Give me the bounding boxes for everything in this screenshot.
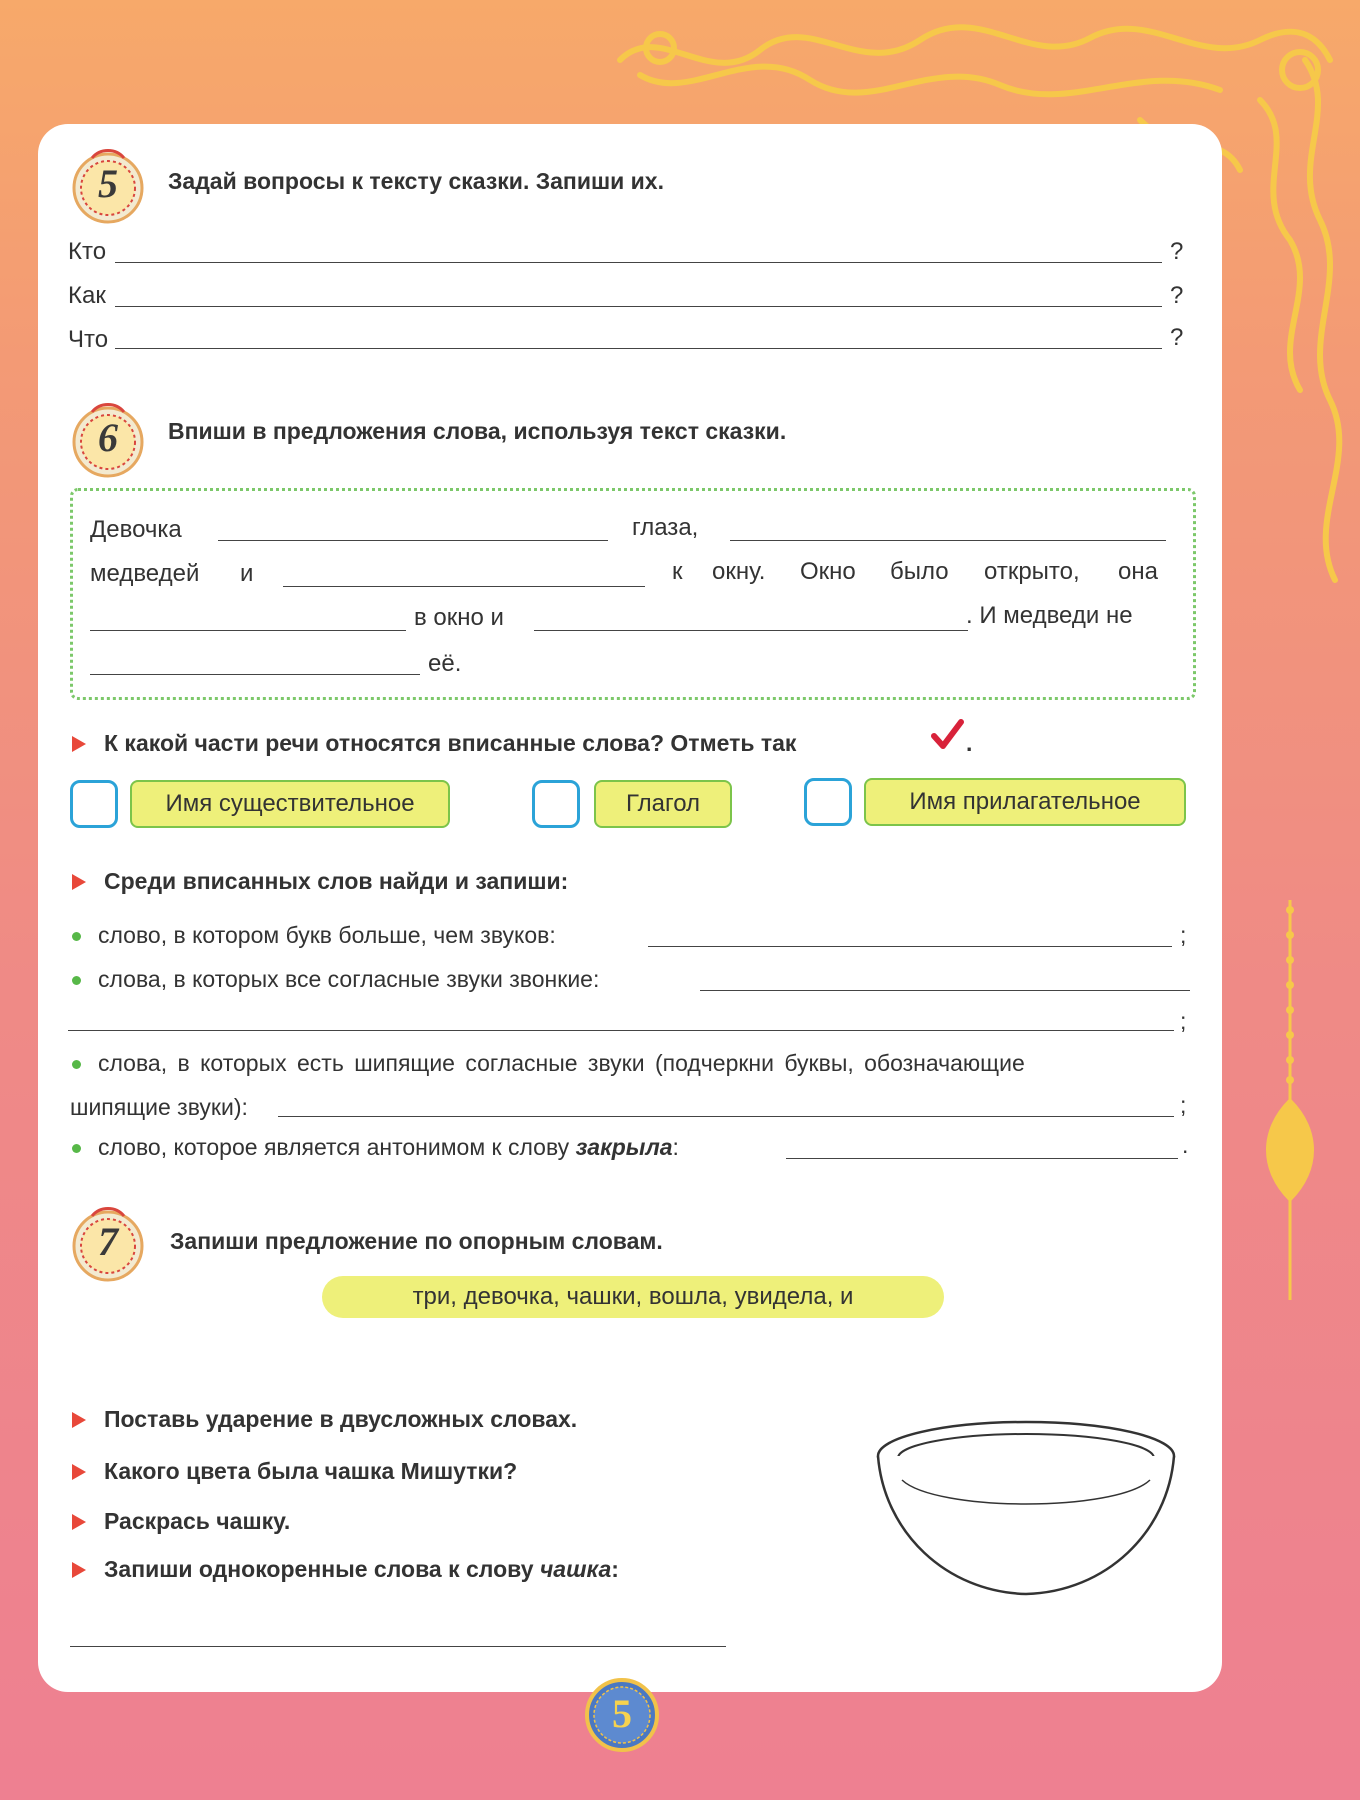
arrow-bullet-icon [72, 736, 86, 752]
fill-blank-2[interactable] [730, 540, 1166, 541]
fill-word-devochka: Девочка [90, 516, 182, 543]
page-number: 5 [612, 1691, 632, 1736]
arrow-bullet-icon [72, 1412, 86, 1428]
fill-blank-3[interactable] [283, 586, 645, 587]
task-6-number: 6 [98, 415, 118, 460]
green-dot-icon [72, 932, 81, 941]
fill-word-otkryto: открыто, [984, 558, 1080, 585]
question-who-line[interactable] [115, 262, 1162, 263]
find-item-3-line[interactable] [278, 1116, 1174, 1117]
part-of-speech-question: К какой части речи относятся вписанные слова? Отметь так [104, 730, 797, 756]
arrow-bullet-icon [72, 1562, 86, 1578]
task-5-title: Задай вопросы к тексту сказки. Запиши их. [168, 168, 664, 194]
fill-blank-5[interactable] [534, 630, 968, 631]
instruction-cup-color: Какого цвета была чашка Мишутки? [104, 1458, 518, 1484]
fill-word-i: и [240, 560, 254, 587]
fill-blank-4[interactable] [90, 630, 406, 631]
question-how-label: Как [68, 282, 106, 309]
green-dot-icon [72, 1144, 81, 1153]
task-6-title: Впиши в предложения слова, используя текст сказки. [168, 418, 787, 444]
fill-word-i-medvedi-ne: . И медведи не [966, 602, 1133, 629]
instruction-related-words [104, 1556, 619, 1583]
keywords-pill: три, девочка, чашки, вошла, увидела, и [322, 1276, 944, 1318]
fill-word-okno: Окно [800, 558, 856, 585]
find-title: Среди вписанных слов найди и запиши: [104, 868, 569, 894]
question-how-line[interactable] [115, 306, 1162, 307]
find-item-3-end: ; [1180, 1092, 1187, 1118]
find-item-2-line-a[interactable] [700, 990, 1190, 991]
question-what-line[interactable] [115, 348, 1162, 349]
task-5-number: 5 [98, 161, 118, 206]
fill-word-eyo: её. [428, 650, 462, 677]
task-7-title: Запиши предложение по опорным словам. [170, 1228, 663, 1254]
find-item-3b: шипящие звуки): [70, 1094, 248, 1120]
find-item-4-colon: : [672, 1134, 679, 1160]
find-item-1-end: ; [1180, 922, 1187, 948]
question-who-label: Кто [68, 238, 107, 265]
fill-word-medvedey: медведей [90, 560, 200, 587]
instruction-stress: Поставь ударение в двусложных словах. [104, 1406, 578, 1432]
option-verb: Глагол [594, 780, 732, 828]
find-item-1: слово, в котором букв больше, чем звуков: [98, 922, 556, 948]
fill-word-ona: она [1118, 558, 1158, 585]
fill-blank-6[interactable] [90, 674, 420, 675]
arrow-bullet-icon [72, 1514, 86, 1530]
fill-word-glaza: глаза, [632, 514, 699, 541]
related-words-line[interactable] [70, 1646, 726, 1647]
option-noun: Имя существительное [130, 780, 450, 828]
task-7-number: 7 [98, 1219, 118, 1264]
red-checkmark-icon [930, 718, 964, 752]
arrow-bullet-icon [72, 874, 86, 890]
question-what-mark: ? [1170, 324, 1184, 351]
bowl-illustration[interactable] [866, 1412, 1186, 1600]
related-words-prefix: Запиши однокоренные слова к слову [104, 1556, 534, 1582]
checkbox-verb[interactable] [532, 780, 580, 828]
fill-word-k: к [672, 558, 683, 585]
green-dot-icon [72, 1060, 81, 1069]
question-how-mark: ? [1170, 282, 1184, 309]
question-what-label: Что [68, 326, 109, 353]
find-item-1-line[interactable] [648, 946, 1172, 947]
arrow-bullet-icon [72, 1464, 86, 1480]
checkbox-adjective[interactable] [804, 778, 852, 826]
fill-word-bylo: было [890, 558, 949, 585]
fill-word-oknu: окну. [712, 558, 766, 585]
green-dot-icon [72, 976, 81, 985]
find-item-2-line-b[interactable] [68, 1030, 1174, 1031]
question-who-mark: ? [1170, 238, 1184, 265]
option-adjective: Имя прилагательное [864, 778, 1186, 826]
fill-word-v-okno-i: в окно и [414, 604, 504, 631]
checkbox-noun[interactable] [70, 780, 118, 828]
instruction-color-cup: Раскрась чашку. [104, 1508, 291, 1534]
find-item-2: слова, в которых все согласные звуки звонкие: [98, 966, 600, 992]
find-item-4-end: . [1182, 1132, 1189, 1158]
find-item-2-end: ; [1180, 1008, 1187, 1034]
find-item-3a: слова, в которых есть шипящие согласные звуки (подчеркни буквы, обозначающие [98, 1050, 1025, 1076]
part-of-speech-period: . [966, 730, 973, 756]
find-item-4-prefix: слово, которое является антонимом к слову [98, 1134, 570, 1160]
related-words-word: чашка [539, 1556, 612, 1582]
find-item-4 [98, 1134, 679, 1161]
related-words-colon: : [611, 1556, 619, 1582]
find-item-4-word: закрыла [575, 1134, 673, 1160]
fill-blank-1[interactable] [218, 540, 608, 541]
find-item-4-line[interactable] [786, 1158, 1178, 1159]
